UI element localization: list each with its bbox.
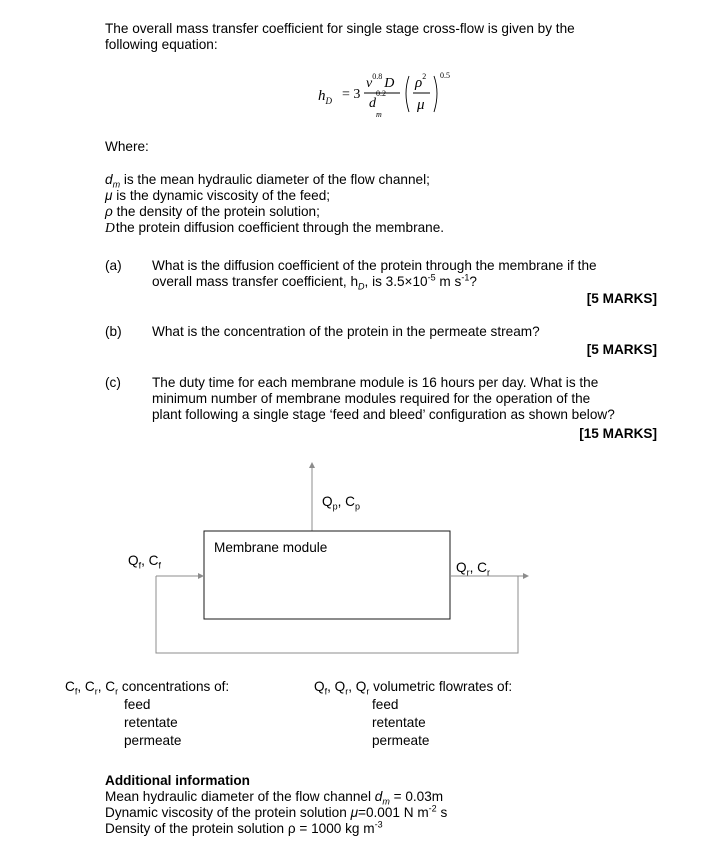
eq-numerator: $\nu^{0.8}$ D: [366, 72, 395, 91]
legend-item: permeate: [372, 733, 430, 748]
eq-mu: μ: [417, 97, 425, 113]
additional-title: Additional information: [105, 773, 250, 788]
concentration-legend-title: $C_f$, $C_r$, $C_r$ concentrations of:: [65, 679, 230, 697]
additional-line: Density of the protein solution ρ = 1000 kg $m^{-3}$: [105, 819, 383, 836]
question-b-label: (b): [105, 324, 122, 339]
additional-line: Dynamic viscosity of the protein solution μ=0.001 N $m^{-2}$ s: [105, 803, 448, 820]
legend-item: feed: [124, 697, 151, 712]
eq-right-paren: [434, 76, 437, 112]
permeate-stream-label: $Q_p$, $C_p$: [322, 494, 360, 512]
definition-item: Dthe protein diffusion coefficient through the membrane.: [105, 220, 445, 235]
eq-den-sub: m: [376, 110, 382, 119]
definition-item: ρ the density of the protein solution;: [105, 204, 320, 219]
legend-item: retentate: [124, 715, 178, 730]
question-b-text: What is the concentration of the protein in the permeate stream?: [152, 324, 540, 339]
legend-item: feed: [372, 697, 399, 712]
eq-rho: $\rho^2$: [415, 72, 427, 91]
eq-equals-3: = 3: [342, 87, 361, 102]
eq-lhs: $h_D$: [318, 88, 332, 106]
legend-item: permeate: [124, 733, 182, 748]
membrane-module-label: Membrane module: [214, 540, 328, 555]
eq-denominator: $d^{0.2}$: [369, 89, 386, 111]
question-b-marks: [5 MARKS]: [586, 342, 657, 357]
question-a-marks: [5 MARKS]: [586, 291, 657, 306]
intro-line-2: following equation:: [105, 37, 218, 52]
flowrate-legend-title: $Q_f$, $Q_r$, $Q_r$ volumetric flowrates of:: [314, 679, 513, 697]
definition-item: $d_m$ is the mean hydraulic diameter of the flow channel;: [105, 172, 430, 190]
intro-line-1: The overall mass transfer coefficient for single stage cross-flow is given by the: [105, 21, 575, 36]
question-c-marks: [15 MARKS]: [579, 426, 657, 441]
where-label: Where:: [105, 139, 149, 154]
eq-outer-exponent: 0.5: [440, 71, 450, 80]
question-a-text: What is the diffusion coefficient of the protein through the membrane if the overall mass transfer coefficient, $h_D$, is $3.5\times 10^{-5}$ m $s^{-1}$?: [152, 258, 597, 292]
eq-left-paren: [406, 76, 409, 112]
legend-item: retentate: [372, 715, 426, 730]
retentate-stream-label: $Q_r$, $C_r$: [456, 560, 490, 578]
question-a-label: (a): [105, 258, 122, 273]
question-c-text: The duty time for each membrane module is 16 hours per day. What is the minimum number of membrane modules required for the operation of the plant following a single stage ‘feed and bleed’ configuration as shown below?: [152, 375, 615, 422]
additional-line: Mean hydraulic diameter of the flow channel $d_m = 0.03m$: [105, 789, 444, 807]
question-c-label: (c): [105, 375, 121, 390]
definition-item: μ is the dynamic viscosity of the feed;: [105, 188, 331, 203]
feed-stream-label: $Q_f$, $C_f$: [128, 553, 161, 571]
